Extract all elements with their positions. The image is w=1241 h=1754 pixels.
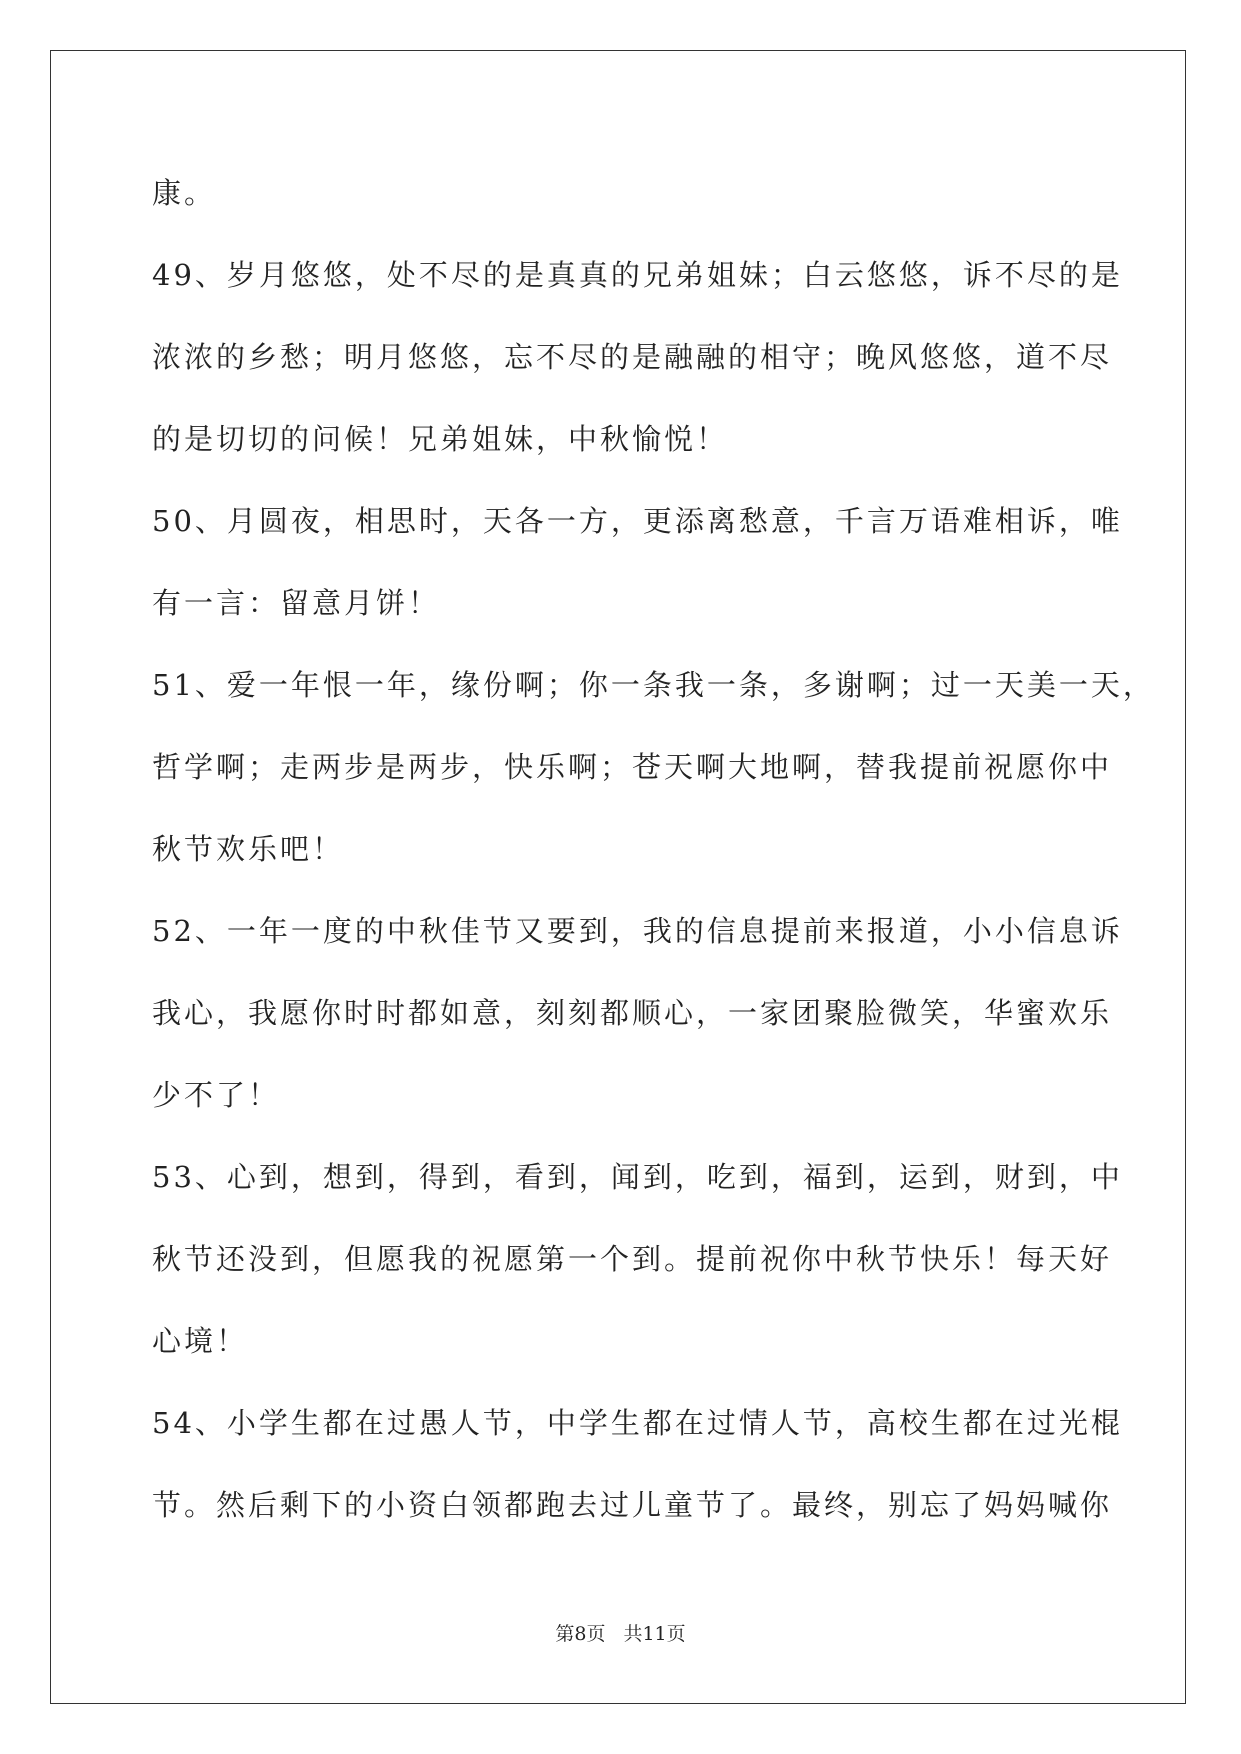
- text-line: 50、月圆夜，相思时，天各一方，更添离愁意，千言万语难相诉，唯: [152, 504, 1123, 538]
- text-line: 浓浓的乡愁；明月悠悠，忘不尽的是融融的相守；晚风悠悠，道不尽: [152, 340, 1113, 374]
- text-line: 少不了！: [152, 1078, 281, 1112]
- text-line: 54、小学生都在过愚人节，中学生都在过情人节，高校生都在过光棍: [152, 1406, 1123, 1440]
- page-footer: [0, 1619, 1241, 1646]
- text-line: 有一言：留意月饼！: [152, 586, 441, 620]
- text-line: 秋节欢乐吧！: [152, 832, 345, 866]
- text-line: 康。: [152, 176, 217, 210]
- text-line: 的是切切的问候！兄弟姐妹，中秋愉悦！: [152, 422, 729, 456]
- text-line: 哲学啊；走两步是两步，快乐啊；苍天啊大地啊，替我提前祝愿你中: [152, 750, 1113, 784]
- text-line: 51、爱一年恨一年，缘份啊；你一条我一条，多谢啊；过一天美一天，: [152, 668, 1155, 702]
- total-pages-label: 共11页: [623, 1623, 686, 1645]
- document-body: [152, 152, 1155, 1546]
- text-line: 53、心到，想到，得到，看到，闻到，吃到，福到，运到，财到，中: [152, 1160, 1123, 1194]
- text-line: 节。然后剩下的小资白领都跑去过儿童节了。最终，别忘了妈妈喊你: [152, 1488, 1113, 1522]
- text-line: 49、岁月悠悠，处不尽的是真真的兄弟姐妹；白云悠悠，诉不尽的是: [152, 258, 1123, 292]
- text-line: 心境！: [152, 1324, 249, 1358]
- text-line: 秋节还没到，但愿我的祝愿第一个到。提前祝你中秋节快乐！每天好: [152, 1242, 1113, 1276]
- text-line: 52、一年一度的中秋佳节又要到，我的信息提前来报道，小小信息诉: [152, 914, 1123, 948]
- text-line: 我心，我愿你时时都如意，刻刻都顺心，一家团聚脸微笑，华蜜欢乐: [152, 996, 1113, 1030]
- current-page-label: 第8页: [555, 1623, 606, 1645]
